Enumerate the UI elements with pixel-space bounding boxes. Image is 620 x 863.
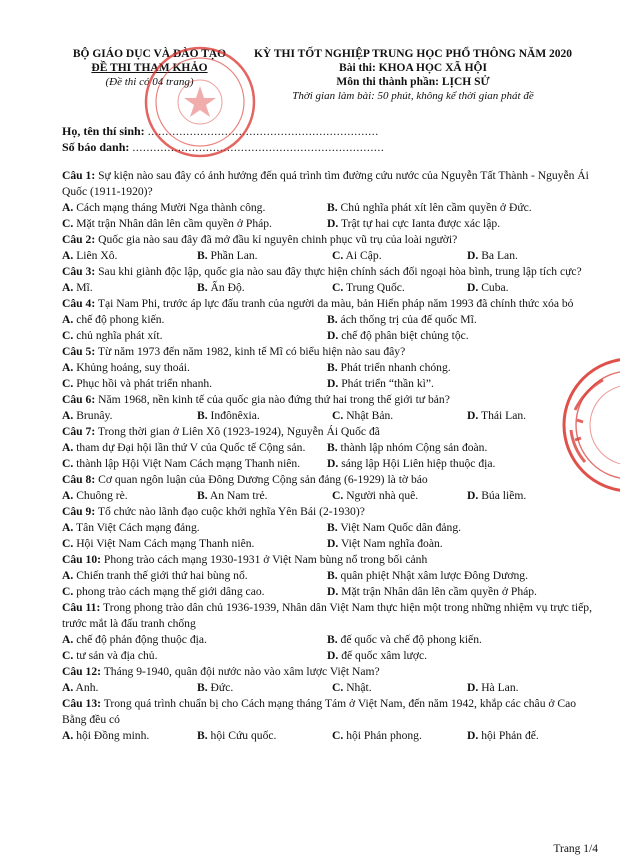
- option-text: Ai Cập.: [345, 249, 382, 262]
- option-letter: A.: [62, 361, 74, 374]
- exam-time: Thời gian làm bài: 50 phút, không kể thời gian phát đề: [292, 90, 534, 102]
- answer-option[interactable]: [467, 408, 597, 424]
- option-letter: B.: [327, 361, 338, 374]
- question-stem: Trong phong trào dân chủ 1936-1939, Nhân dân Việt Nam thực hiện một trong những nhiệm vụ trực tiếp, trước mắt là đấu tranh chống: [62, 601, 592, 630]
- question-text: [62, 168, 597, 200]
- answer-options: [62, 200, 597, 232]
- answer-option[interactable]: [467, 248, 597, 264]
- option-letter: A.: [62, 681, 74, 694]
- question-stem: Trong thời gian ở Liên Xô (1923-1924), Nguyễn Ái Quốc đã: [97, 425, 380, 438]
- exam-subject: Môn thi thành phần: LỊCH SỬ: [336, 76, 490, 88]
- answer-options: [62, 248, 597, 264]
- option-letter: B.: [197, 249, 208, 262]
- answer-option[interactable]: [332, 280, 467, 296]
- page-count-note: (Đề thi có 04 trang): [105, 76, 194, 88]
- option-letter: D.: [467, 281, 479, 294]
- question-number: Câu 3:: [62, 265, 96, 278]
- page-number: Trang 1/4: [553, 843, 598, 855]
- option-letter: D.: [327, 649, 339, 662]
- option-letter: C.: [332, 409, 344, 422]
- option-text: Mặt trận Nhân dân lên cầm quyền ở Pháp.: [76, 217, 272, 230]
- option-letter: B.: [197, 409, 208, 422]
- question-text: [62, 264, 597, 280]
- question-stem: Quốc gia nào sau đây đã mở đầu kỉ nguyên chinh phục vũ trụ của loài người?: [98, 233, 458, 246]
- question-text: [62, 232, 597, 248]
- answer-options: [62, 488, 597, 504]
- option-text: chế độ phong kiến.: [76, 313, 165, 326]
- question-text: [62, 600, 597, 632]
- option-text: thành lập nhóm Cộng sản đoàn.: [340, 441, 488, 454]
- option-letter: D.: [467, 681, 479, 694]
- answer-option[interactable]: [467, 728, 597, 744]
- question-stem: Trong quá trình chuẩn bị cho Cách mạng tháng Tám ở Việt Nam, đến năm 1942, khắp các châu ở Cao Bằng đều có: [62, 697, 577, 726]
- answer-option[interactable]: [327, 216, 597, 232]
- question-4: [62, 296, 597, 344]
- answer-option[interactable]: [62, 680, 197, 696]
- answer-option[interactable]: [327, 312, 597, 328]
- answer-options: [62, 360, 597, 392]
- answer-option[interactable]: [327, 568, 597, 584]
- option-letter: D.: [467, 409, 479, 422]
- option-text: hội Phản phong.: [346, 729, 422, 742]
- answer-options: [62, 568, 597, 600]
- answer-option[interactable]: [62, 376, 327, 392]
- option-text: Anh.: [75, 681, 99, 694]
- answer-option[interactable]: [62, 648, 327, 664]
- option-text: chủ nghĩa phát xít.: [76, 329, 163, 342]
- option-text: đế quốc và chế độ phong kiến.: [340, 633, 482, 646]
- answer-option[interactable]: [62, 216, 327, 232]
- option-text: chế độ phân biệt chủng tộc.: [341, 329, 469, 342]
- answer-option[interactable]: [62, 488, 197, 504]
- option-letter: A.: [62, 281, 74, 294]
- answer-option[interactable]: [197, 488, 332, 504]
- option-letter: C.: [62, 457, 74, 470]
- question-text: [62, 392, 597, 408]
- option-text: Người nhà quê.: [346, 489, 419, 502]
- answer-option[interactable]: [332, 248, 467, 264]
- option-text: hội Phản đế.: [481, 729, 539, 742]
- option-letter: A.: [62, 201, 74, 214]
- answer-option[interactable]: [467, 488, 597, 504]
- option-text: Chiến tranh thế giới thứ hai bùng nổ.: [76, 569, 248, 582]
- question-1: [62, 168, 597, 232]
- option-text: Phát triển nhanh chóng.: [340, 361, 451, 374]
- option-text: Cuba.: [481, 281, 509, 294]
- answer-option[interactable]: [62, 408, 197, 424]
- option-text: Brunây.: [76, 409, 113, 422]
- question-number: Câu 9:: [62, 505, 96, 518]
- answer-options: [62, 632, 597, 664]
- header-left: [62, 47, 237, 89]
- option-letter: C.: [62, 377, 74, 390]
- option-text: Chủ nghĩa phát xít lên cầm quyền ở Đức.: [340, 201, 532, 214]
- option-letter: D.: [327, 377, 339, 390]
- option-text: Việt Nam Quốc dân đảng.: [340, 521, 462, 534]
- header-right: [238, 47, 588, 103]
- question-text: [62, 552, 597, 568]
- exam-section: Bài thi: KHOA HỌC XÃ HỘI: [339, 62, 487, 74]
- answer-options: [62, 680, 597, 696]
- option-letter: C.: [62, 537, 74, 550]
- question-stem: Năm 1968, nền kinh tế của quốc gia nào đứng thứ hai trong thế giới tư bản?: [98, 393, 450, 406]
- option-text: Nhật.: [346, 681, 372, 694]
- option-letter: B.: [327, 521, 338, 534]
- option-text: Cách mạng tháng Mười Nga thành công.: [76, 201, 266, 214]
- question-number: Câu 8:: [62, 473, 96, 486]
- ministry-name: BỘ GIÁO DỤC VÀ ĐÀO TẠO: [72, 48, 227, 60]
- option-letter: C.: [62, 585, 74, 598]
- question-8: [62, 472, 597, 504]
- candidate-name-field[interactable]: ..................................................................: [147, 124, 379, 138]
- question-number: Câu 5:: [62, 345, 96, 358]
- option-text: phong trào cách mạng thế giới dâng cao.: [76, 585, 265, 598]
- option-text: Việt Nam nghĩa đoàn.: [340, 537, 443, 550]
- question-number: Câu 13:: [62, 697, 101, 710]
- option-letter: A.: [62, 633, 74, 646]
- option-text: Mĩ.: [76, 281, 93, 294]
- answer-option[interactable]: [327, 584, 597, 600]
- option-text: Tân Việt Cách mạng đảng.: [75, 521, 200, 534]
- option-text: Chuông rè.: [76, 489, 128, 502]
- answer-option[interactable]: [467, 280, 597, 296]
- question-text: [62, 664, 597, 680]
- option-letter: D.: [327, 217, 339, 230]
- question-11: [62, 600, 597, 664]
- option-text: Trật tự hai cực Ianta được xác lập.: [340, 217, 501, 230]
- answer-option[interactable]: [62, 360, 327, 376]
- option-text: hội Đồng minh.: [76, 729, 150, 742]
- exam-kind: ĐỀ THI THAM KHẢO: [91, 62, 208, 74]
- option-letter: B.: [327, 313, 338, 326]
- question-5: [62, 344, 597, 392]
- question-number: Câu 4:: [62, 297, 96, 310]
- option-letter: D.: [327, 457, 339, 470]
- question-text: [62, 296, 597, 312]
- question-12: [62, 664, 597, 696]
- answer-option[interactable]: [62, 632, 327, 648]
- option-letter: B.: [327, 569, 338, 582]
- option-letter: A.: [62, 249, 74, 262]
- question-text: [62, 696, 597, 728]
- question-7: [62, 424, 597, 472]
- question-number: Câu 7:: [62, 425, 96, 438]
- option-text: Phát triển “thần kì”.: [341, 377, 434, 390]
- exam-title: KỲ THI TỐT NGHIỆP TRUNG HỌC PHỔ THÔNG NĂM 2020: [253, 48, 573, 60]
- answer-option[interactable]: [327, 632, 597, 648]
- answer-option[interactable]: [197, 408, 332, 424]
- answer-option[interactable]: [332, 488, 467, 504]
- answer-option[interactable]: [62, 728, 197, 744]
- option-letter: D.: [327, 585, 339, 598]
- option-letter: A.: [62, 489, 74, 502]
- answer-option[interactable]: [327, 376, 597, 392]
- answer-option[interactable]: [332, 408, 467, 424]
- answer-option[interactable]: [327, 536, 597, 552]
- answer-option[interactable]: [327, 440, 597, 456]
- option-text: ách thống trị của đế quốc Mĩ.: [340, 313, 477, 326]
- candidate-id-label: Số báo danh:: [62, 140, 130, 154]
- option-letter: D.: [327, 537, 339, 550]
- option-text: thành lập Hội Việt Nam Cách mạng Thanh niên.: [76, 457, 301, 470]
- question-stem: Phong trào cách mạng 1930-1931 ở Việt Nam bùng nổ trong bối cảnh: [103, 553, 428, 566]
- option-text: An Nam trẻ.: [209, 489, 268, 502]
- option-text: Phục hồi và phát triển nhanh.: [76, 377, 213, 390]
- answer-option[interactable]: [62, 440, 327, 456]
- option-letter: A.: [62, 409, 74, 422]
- option-letter: A.: [62, 313, 74, 326]
- question-stem: Từ năm 1973 đến năm 1982, kinh tế Mĩ có biểu hiện nào sau đây?: [97, 345, 406, 358]
- option-letter: D.: [327, 329, 339, 342]
- answer-options: [62, 440, 597, 472]
- question-text: [62, 344, 597, 360]
- answer-options: [62, 312, 597, 344]
- option-letter: B.: [197, 681, 208, 694]
- answer-option[interactable]: [327, 520, 597, 536]
- option-letter: B.: [327, 633, 338, 646]
- question-number: Câu 2:: [62, 233, 96, 246]
- option-letter: C.: [332, 489, 344, 502]
- option-letter: C.: [332, 729, 344, 742]
- option-text: Búa liềm.: [481, 489, 527, 502]
- option-text: Ba Lan.: [481, 249, 518, 262]
- answer-option[interactable]: [197, 248, 332, 264]
- question-stem: Tại Nam Phi, trước áp lực đấu tranh của người da màu, bản Hiến pháp năm 1993 đã chính thức xóa bỏ: [97, 297, 574, 310]
- option-text: Trung Quốc.: [345, 281, 405, 294]
- option-text: Phần Lan.: [210, 249, 258, 262]
- option-letter: C.: [332, 681, 344, 694]
- question-text: [62, 472, 597, 488]
- option-letter: B.: [327, 201, 338, 214]
- option-text: Inđônêxia.: [210, 409, 260, 422]
- question-number: Câu 6:: [62, 393, 96, 406]
- question-text: [62, 424, 597, 440]
- option-text: Hà Lan.: [481, 681, 519, 694]
- option-letter: C.: [62, 649, 74, 662]
- question-stem: Tổ chức nào lãnh đạo cuộc khởi nghĩa Yên Bái (2-1930)?: [97, 505, 365, 518]
- question-3: [62, 264, 597, 296]
- answer-option[interactable]: [62, 584, 327, 600]
- answer-option[interactable]: [327, 648, 597, 664]
- answer-option[interactable]: [197, 280, 332, 296]
- option-text: tham dự Đại hội lần thứ V của Quốc tế Cộng sản.: [76, 441, 306, 454]
- answer-option[interactable]: [62, 328, 327, 344]
- option-letter: A.: [62, 569, 74, 582]
- option-text: hội Cứu quốc.: [210, 729, 277, 742]
- option-text: chế độ phản động thuộc địa.: [76, 633, 207, 646]
- answer-option[interactable]: [467, 680, 597, 696]
- candidate-id-line: [62, 140, 384, 155]
- answer-option[interactable]: [332, 680, 467, 696]
- question-2: [62, 232, 597, 264]
- question-number: Câu 1:: [62, 169, 96, 182]
- option-letter: D.: [467, 249, 479, 262]
- answer-option[interactable]: [332, 728, 467, 744]
- answer-options: [62, 728, 597, 744]
- option-letter: C.: [62, 217, 74, 230]
- answer-option[interactable]: [62, 248, 197, 264]
- question-9: [62, 504, 597, 552]
- answer-option[interactable]: [197, 728, 332, 744]
- option-text: Khủng hoảng, suy thoái.: [76, 361, 190, 374]
- question-13: [62, 696, 597, 744]
- question-number: Câu 10:: [62, 553, 101, 566]
- candidate-name-line: [62, 124, 379, 139]
- option-text: Ấn Độ.: [210, 281, 245, 294]
- option-text: quân phiệt Nhật xâm lược Đông Dương.: [340, 569, 528, 582]
- option-letter: B.: [197, 281, 208, 294]
- answer-option[interactable]: [327, 328, 597, 344]
- option-letter: C.: [62, 329, 74, 342]
- answer-option[interactable]: [62, 280, 197, 296]
- candidate-id-field[interactable]: ........................................................................: [132, 140, 385, 154]
- option-letter: D.: [467, 489, 479, 502]
- option-letter: A.: [62, 521, 74, 534]
- question-6: [62, 392, 597, 424]
- option-text: Hội Việt Nam Cách mạng Thanh niên.: [76, 537, 255, 550]
- question-stem: Cơ quan ngôn luận của Đông Dương Cộng sản đảng (6-1929) là tờ báo: [98, 473, 428, 486]
- option-letter: A.: [62, 729, 74, 742]
- answer-options: [62, 408, 597, 424]
- answer-option[interactable]: [62, 536, 327, 552]
- candidate-name-label: Họ, tên thí sinh:: [62, 124, 145, 138]
- answer-option[interactable]: [62, 312, 327, 328]
- answer-option[interactable]: [197, 680, 332, 696]
- question-stem: Tháng 9-1940, quân đội nước nào vào xâm lược Việt Nam?: [103, 665, 380, 678]
- answer-option[interactable]: [62, 520, 327, 536]
- question-stem: Sau khi giành độc lập, quốc gia nào sau đây thực hiện chính sách đối ngoại hòa bình, trung lập tích cực?: [98, 265, 582, 278]
- option-text: sáng lập Hội Liên hiệp thuộc địa.: [341, 457, 496, 470]
- option-text: Mặt trận Nhân dân lên cầm quyền ở Pháp.: [341, 585, 537, 598]
- option-letter: B.: [197, 729, 208, 742]
- answer-option[interactable]: [327, 456, 597, 472]
- question-number: Câu 11:: [62, 601, 101, 614]
- answer-option[interactable]: [62, 568, 327, 584]
- answer-options: [62, 280, 597, 296]
- answer-option[interactable]: [62, 456, 327, 472]
- option-letter: B.: [327, 441, 338, 454]
- option-text: tư sản và địa chủ.: [76, 649, 158, 662]
- question-stem: Sự kiện nào sau đây có ảnh hưởng đến quá trình tìm đường cứu nước của Nguyễn Tất Thành - Nguyễn Ái Quốc (1911-1920)?: [62, 169, 589, 198]
- option-letter: D.: [467, 729, 479, 742]
- option-letter: B.: [197, 489, 208, 502]
- option-letter: C.: [332, 281, 344, 294]
- question-number: Câu 12:: [62, 665, 101, 678]
- option-text: Đức.: [210, 681, 234, 694]
- answer-options: [62, 520, 597, 552]
- option-text: đế quốc xâm lược.: [341, 649, 428, 662]
- answer-option[interactable]: [62, 200, 327, 216]
- option-text: Liên Xô.: [76, 249, 118, 262]
- option-letter: A.: [62, 441, 74, 454]
- question-text: [62, 504, 597, 520]
- option-letter: C.: [332, 249, 344, 262]
- question-10: [62, 552, 597, 600]
- answer-option[interactable]: [327, 360, 597, 376]
- answer-option[interactable]: [327, 200, 597, 216]
- question-list: [62, 168, 597, 744]
- option-text: Nhật Bản.: [346, 409, 394, 422]
- option-text: Thái Lan.: [480, 409, 527, 422]
